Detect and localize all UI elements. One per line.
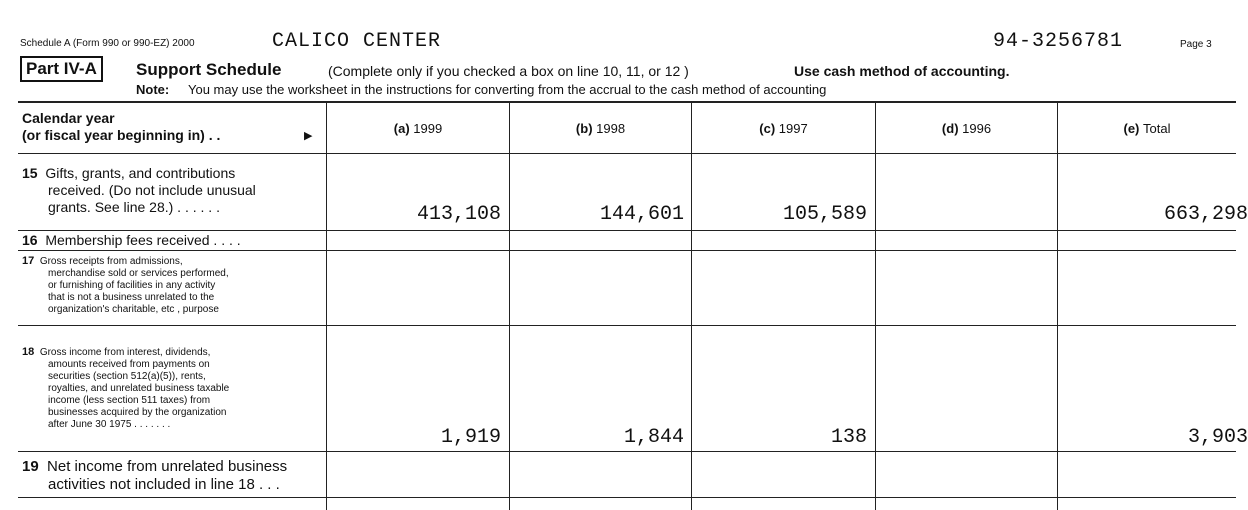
line-text: activities not included in line 18 . . . xyxy=(48,476,280,493)
column-divider xyxy=(875,101,876,510)
part-instruction-bold: Use cash method of accounting. xyxy=(794,63,1010,79)
column-year: 1996 xyxy=(962,121,992,136)
row-divider xyxy=(18,230,1236,231)
line-15-col-a: 413,108 xyxy=(416,203,501,226)
row-divider xyxy=(18,451,1236,452)
line-15-col-e-cell xyxy=(1058,203,1248,226)
line-text: received. (Do not include unusual xyxy=(48,182,256,198)
line-18-col-a: 1,919 xyxy=(440,426,501,449)
line-text: or furnishing of facilities in any activity xyxy=(48,280,216,291)
line-number: 15 xyxy=(22,165,38,181)
table-top-border xyxy=(18,101,1236,103)
line-18-col-e-cell xyxy=(1058,426,1248,449)
line-19-label xyxy=(22,458,322,494)
line-text: Membership fees received . . . . xyxy=(45,232,241,248)
line-text: royalties, and unrelated business taxable xyxy=(48,383,230,394)
column-header-a xyxy=(327,121,509,136)
page-number: Page 3 xyxy=(1180,39,1212,50)
line-15-col-b: 144,601 xyxy=(599,203,684,226)
column-header-e xyxy=(1058,121,1236,136)
line-number: 17 xyxy=(22,255,35,267)
line-18-col-b: 1,844 xyxy=(623,426,684,449)
line-text: securities (section 512(a)(5)), rents, xyxy=(48,371,206,382)
column-letter: (b) xyxy=(575,121,593,136)
line-text: businesses acquired by the organization xyxy=(48,407,227,418)
note-text: You may use the worksheet in the instructions for converting from the accrual to the cash method of accounting xyxy=(188,82,827,97)
line-17-label xyxy=(22,255,322,316)
line-15-col-c: 105,589 xyxy=(782,203,867,226)
arrow-right-icon: ▶ xyxy=(304,130,313,142)
column-letter: (c) xyxy=(759,121,776,136)
row-divider xyxy=(18,325,1236,326)
column-header-b xyxy=(510,121,691,136)
column-letter: (d) xyxy=(941,121,959,136)
column-year: 1999 xyxy=(413,121,443,136)
line-15-label xyxy=(22,165,322,216)
schedule-reference: Schedule A (Form 990 or 990-EZ) 2000 xyxy=(20,38,195,49)
row-divider xyxy=(18,153,1236,154)
line-text: amounts received from payments on xyxy=(48,359,210,370)
part-label: Part IV-A xyxy=(20,56,103,82)
line-text: grants. See line 28.) . . . . . . xyxy=(48,199,220,215)
line-text: Net income from unrelated business xyxy=(47,458,288,475)
line-18-label xyxy=(22,346,322,431)
line-text: income (less section 511 taxes) from xyxy=(48,395,211,406)
line-text: that is not a business unrelated to the xyxy=(48,292,215,303)
employer-id-number: 94-3256781 xyxy=(993,30,1124,53)
line-text: Gross income from interest, dividends, xyxy=(39,347,211,358)
row-divider xyxy=(18,250,1236,251)
fiscal-year-label: (or fiscal year beginning in) . . xyxy=(22,127,221,143)
column-year: 1997 xyxy=(778,121,808,136)
part-title: Support Schedule xyxy=(136,60,282,79)
line-number: 16 xyxy=(22,232,38,248)
column-total: Total xyxy=(1143,121,1171,136)
calendar-year-header xyxy=(22,110,220,144)
line-15-col-e: 663,298 xyxy=(1163,203,1248,226)
line-text: merchandise sold or services performed, xyxy=(48,268,229,279)
organization-name: CALICO CENTER xyxy=(272,30,442,53)
column-year: 1998 xyxy=(596,121,626,136)
row-divider xyxy=(18,497,1236,498)
calendar-year-label: Calendar year xyxy=(22,110,115,126)
part-instruction: (Complete only if you checked a box on line 10, 11, or 12 ) xyxy=(328,63,689,79)
line-text: Gifts, grants, and contributions xyxy=(45,165,236,181)
line-text: after June 30 1975 . . . . . . . xyxy=(48,419,171,430)
line-number: 18 xyxy=(22,346,35,358)
note-label: Note: xyxy=(136,82,170,97)
line-text: organization's charitable, etc , purpose xyxy=(48,304,219,315)
line-text: Gross receipts from admissions, xyxy=(39,256,183,267)
line-18-col-e: 3,903 xyxy=(1187,426,1248,449)
line-number: 19 xyxy=(22,458,39,475)
column-header-c xyxy=(692,121,875,136)
column-header-d xyxy=(876,121,1057,136)
line-16-label xyxy=(22,232,322,249)
column-letter: (a) xyxy=(393,121,410,136)
line-18-col-c: 138 xyxy=(830,426,867,449)
column-letter: (e) xyxy=(1123,121,1140,136)
